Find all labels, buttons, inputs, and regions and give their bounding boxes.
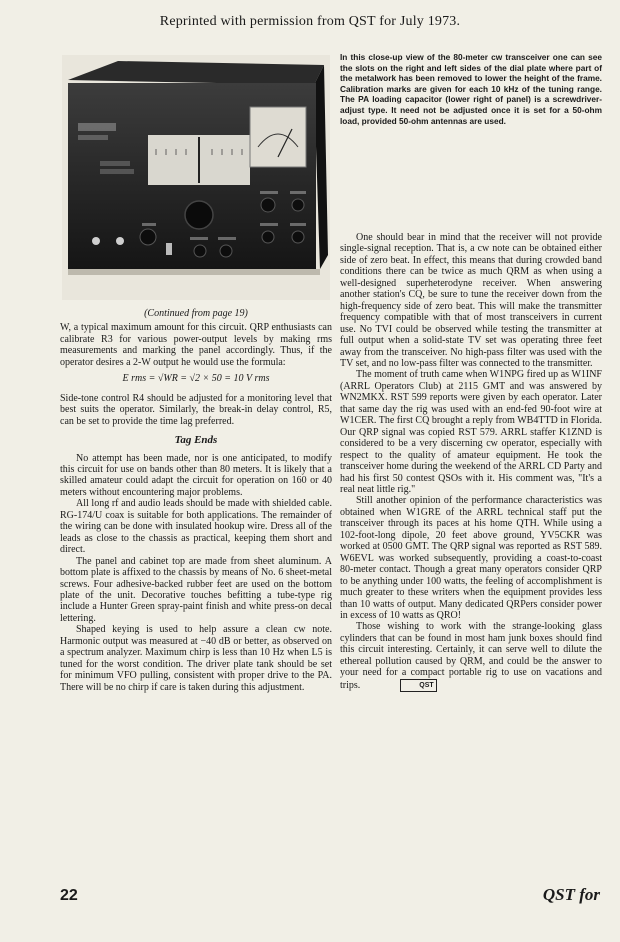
- reprint-header: Reprinted with permission from QST for July 1973.: [159, 14, 461, 29]
- paragraph: Shaped keying is used to help assure a clean cw note. Harmonic output was measured at −40 dB or better, as observed on a spectrum analyzer. Maximum chirp is less than 10 Hz when L5 is tuned for the worst condition. The driver plate tank should be set for minimum VFO pulling, consistent with proper drive to the PA. There will be no chirp if care is taken during this adjustment.: [60, 624, 332, 693]
- transceiver-photo: [62, 55, 330, 300]
- paragraph: W, a typical maximum amount for this circuit. QRP enthusiasts can calibrate R3 for various power-output levels by making rms measurements and marking the panel accordingly. Thus, if the operator desires a 2-W output he would use the formula:: [60, 322, 332, 368]
- page-number: 22: [60, 887, 78, 904]
- photo-caption: In this close-up view of the 80-meter cw transceiver one can see the slots on the right and left sides of the dial plate where part of the metalwork has been removed to lower the height of the frame. Calibration marks are given for each 10 kHz of the tuning range. The PA loading capacitor (lower right of panel) is a screwdriver-adjust type. It need not be adjusted once it is set for a 50-ohm load, provided 50-ohm antennas are used.: [340, 52, 602, 126]
- paragraph: Still another opinion of the performance characteristics was obtained when W1GRE of the ARRL technical staff put the transceiver through its paces at his home QTH. While using a 102-foot-long dipole, 20 feet above ground, YV5CKR was worked at 0500 GMT. The QRP signal was reported as RST 589. W6EVL was worked subsequently, providing a coast-to-coast 80-meter contact. Though a great many operators consider QRP to be anything under 100 watts, the feeling of accomplishment is much greater to these writers when the equipment provides less than 10 watts of output. Many dedicated QRPers consider power in excess of 10 watts as QRO!: [340, 495, 602, 621]
- end-mark: QST: [400, 679, 436, 692]
- column-right: [340, 232, 602, 692]
- paragraph: Side-tone control R4 should be adjusted for a monitoring level that best suits the operator. Similarly, the break-in delay control, R5, can be set to provide the time lag preferred.: [60, 392, 332, 427]
- continued-note: (Continued from page 19): [144, 308, 248, 319]
- column-left: [60, 308, 332, 693]
- paragraph: All long rf and audio leads should be made with shielded cable. RG-174/U coax is suitable for both applications. The remainder of the wiring can be done with insulated hookup wire. Dress all of the leads as close to the chassis as practical, keeping them short and direct.: [60, 498, 332, 556]
- paragraph-final: [340, 621, 602, 692]
- paragraph: One should bear in mind that the receiver will not provide single-signal reception. That is, a cw note can be obtained either side of zero beat. In effect, this means that during crowded band conditions there can be twice as much QRM as when using a well-designed superheterodyne receiver. When answering another station's CQ, be sure to tune the receiver down from the high-frequency side of zero beat. This will make the transmitter frequency compatible with that of most transceivers in current use. No TVI could be observed while testing the transmitter at full output when a solid-state TV set was operating three feet away from the transceiver. No high-pass filter was used with the TV set, and no low-pass filter was connected to the transmitter.: [340, 232, 602, 369]
- paragraph-text: Those wishing to work with the strange-looking glass cylinders that can be found in most ham junk boxes should find this circuit interesting. Certainly, it can serve well to dilute the ethereal pollution caused by QRM, and could be the answer to your need for a compact portable rig to use on vacations and trips.: [340, 621, 602, 691]
- paragraph: No attempt has been made, nor is one anticipated, to modify this circuit for use on bands other than 80 meters. It is likely that a skilled amateur could adapt the circuit for operation on 160 or 40 meters without encountering major problems.: [60, 452, 332, 498]
- footer-title: QST for: [542, 885, 600, 904]
- formula: E rms = √WR = √2 × 50 = 10 V rms: [122, 373, 270, 385]
- paragraph: The moment of truth came when W1NPG fired up as W1INF (ARRL Operators Club) at 2115 GMT and was answered by WN2MKX. RST 599 reports were given by each operator. Later that same day the rig was used with an end-fed 90-foot wire at W1CER. The first CQ brought a reply from WB4TTD in Florida. Our QRP signal was copied RST 579. ARRL staffer K1ZND is considered to be a very discerning cw operator, especially with respect to the quality of amateur equipment. He took the transceiver home during the weekend of the ARRL CD Party and had his first 50 contest QSOs with it. His comment was, "It's a real neat little rig.": [340, 369, 602, 495]
- section-heading: Tag Ends: [174, 434, 218, 447]
- paragraph: The panel and cabinet top are made from sheet aluminum. A bottom plate is affixed to the chassis by means of No. 6 sheet-metal screws. Four adhesive-backed rubber feet are used on the bottom plate of the unit. Decorative touches befitting a tube-type rig include a Hunter Green spray-paint finish and white press-on decal lettering.: [60, 555, 332, 624]
